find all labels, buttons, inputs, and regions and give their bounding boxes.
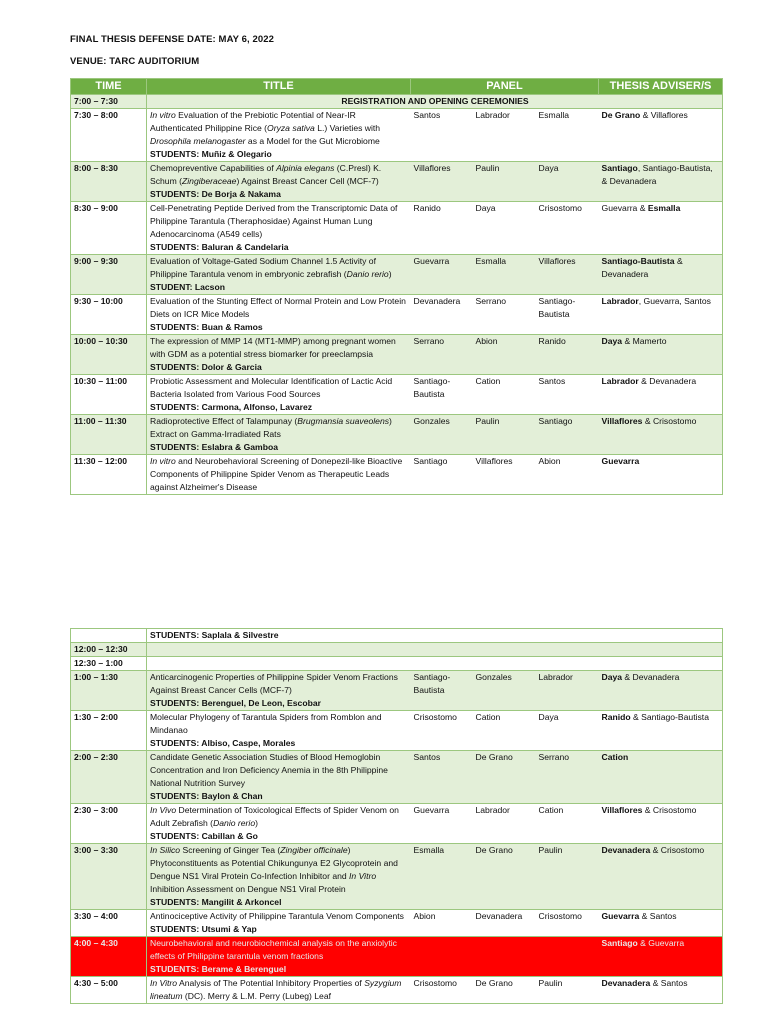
time-cell: 2:30 – 3:00 — [71, 804, 147, 844]
students-label: STUDENTS: Saplala & Silvestre — [150, 630, 279, 640]
text-run: Ranido — [601, 712, 631, 722]
text-run: Santiago — [601, 938, 638, 948]
panel-member-3: Crisostomo — [536, 910, 599, 937]
adviser-cell — [599, 629, 723, 643]
title-cell — [147, 455, 411, 495]
text-run: In Silico — [150, 845, 181, 855]
text-run: Chemopreventive Capabilities of — [150, 163, 277, 173]
adviser-cell — [599, 977, 723, 1004]
panel-member-3: Daya — [536, 711, 599, 751]
thesis-title — [150, 256, 392, 279]
thesis-title — [150, 203, 397, 239]
text-run: In Vitro — [150, 978, 178, 988]
panel-member-1: Santiago — [411, 455, 473, 495]
text-run: Villaflores — [601, 805, 643, 815]
text-run: (DC). Merry & L.M. Perry (Lubeg) Leaf — [182, 991, 332, 1001]
time-cell: 8:30 – 9:00 — [71, 202, 147, 255]
schedule-table-morning — [70, 78, 723, 495]
defense-date: FINAL THESIS DEFENSE DATE: MAY 6, 2022 — [70, 34, 275, 45]
text-run: , Guevarra, Santos — [638, 296, 711, 306]
panel-member-2: De Grano — [473, 977, 536, 1004]
text-run: ) Against Breast Cancer Cell (MCF-7) — [236, 176, 379, 186]
panel-member-1 — [411, 657, 473, 671]
panel-member-1: Santiago-Bautista — [411, 375, 473, 415]
text-run: Probiotic Assessment and Molecular Identification of Lactic Acid Bacteria Isolated from Various Food Sources — [150, 376, 393, 399]
adviser-cell — [599, 109, 723, 162]
panel-member-3: Santos — [536, 375, 599, 415]
panel-member-2: Devanadera — [473, 910, 536, 937]
panel-member-1: Abion — [411, 910, 473, 937]
panel-member-1: Guevarra — [411, 255, 473, 295]
panel-member-2 — [473, 629, 536, 643]
adviser-cell — [599, 375, 723, 415]
adviser-cell — [599, 910, 723, 937]
time-cell: 11:00 – 11:30 — [71, 415, 147, 455]
thesis-title — [150, 163, 381, 186]
venue: VENUE: TARC AUDITORIUM — [70, 56, 200, 67]
panel-member-3 — [536, 657, 599, 671]
table-row — [71, 804, 723, 844]
panel-member-2: Gonzales — [473, 671, 536, 711]
panel-member-2: Cation — [473, 375, 536, 415]
text-run: In vitro — [150, 456, 176, 466]
text-run: Evaluation of the Prebiotic Potential of Near-IR Authenticated Philippine Rice ( — [150, 110, 356, 133]
text-run: Zingiberaceae — [182, 176, 237, 186]
panel-member-2: Paulin — [473, 162, 536, 202]
table-row — [71, 671, 723, 711]
text-run: Daya — [601, 672, 623, 682]
thesis-title — [150, 805, 399, 828]
text-run: Neurobehavioral and neurobiochemical analysis on the anxiolytic effects of Philippine tarantula venom fractions — [150, 938, 397, 961]
panel-member-3: Daya — [536, 162, 599, 202]
panel-member-1: Crisostomo — [411, 977, 473, 1004]
text-run: Guevarra & — [601, 203, 648, 213]
text-run: Molecular Phylogeny of Tarantula Spiders from Romblon and Mindanao — [150, 712, 382, 735]
text-run: Santiago-Bautista — [601, 256, 675, 266]
students-label: STUDENTS: Buan & Ramos — [150, 322, 263, 332]
text-run: ) — [255, 818, 258, 828]
panel-member-2: Labrador — [473, 109, 536, 162]
time-cell: 8:00 – 8:30 — [71, 162, 147, 202]
time-cell: 3:30 – 4:00 — [71, 910, 147, 937]
text-run: & Santos — [639, 911, 677, 921]
panel-member-2: Paulin — [473, 415, 536, 455]
text-run: ) Phytoconstituents as Potential Chikungunya E2 Glycoprotein and Dengue NS1 Viral Protein Co-Infection Inhibitor and — [150, 845, 398, 881]
text-run: In vitro — [150, 110, 176, 120]
text-run: (C.Presl) K. Schum ( — [150, 163, 382, 186]
panel-member-1: Serrano — [411, 335, 473, 375]
title-cell — [147, 375, 411, 415]
time-cell: 7:30 – 8:00 — [71, 109, 147, 162]
students-label: STUDENTS: Berame & Berenguel — [150, 964, 287, 974]
table-row — [71, 335, 723, 375]
text-run: Daya — [601, 336, 623, 346]
text-run: & Santos — [650, 978, 688, 988]
session-banner: REGISTRATION AND OPENING CEREMONIES — [147, 95, 723, 109]
text-run: & Crisostomo — [642, 416, 697, 426]
panel-member-1: Villaflores — [411, 162, 473, 202]
title-cell — [147, 977, 411, 1004]
panel-member-1: Esmalla — [411, 844, 473, 910]
panel-member-1: Gonzales — [411, 415, 473, 455]
title-cell — [147, 109, 411, 162]
students-label: STUDENTS: Baylon & Chan — [150, 791, 263, 801]
thesis-title — [150, 296, 406, 319]
text-run: as a Model for the Gut Microbiome — [245, 136, 380, 146]
panel-member-1 — [411, 629, 473, 643]
students-label: STUDENTS: De Borja & Nakama — [150, 189, 281, 199]
text-run: Devanadera — [601, 845, 651, 855]
panel-member-1: Crisostomo — [411, 711, 473, 751]
time-cell: 9:00 – 9:30 — [71, 255, 147, 295]
col-adviser-header: THESIS ADVISER/S — [599, 79, 723, 95]
panel-member-3: Ranido — [536, 335, 599, 375]
time-cell: 11:30 – 12:00 — [71, 455, 147, 495]
text-run: Analysis of The Potential Inhibitory Properties of — [177, 978, 365, 988]
title-cell — [147, 751, 411, 804]
table-header-row — [71, 79, 723, 95]
text-run: Evaluation of Voltage-Gated Sodium Channel 1.5 Activity of Philippine Tarantula venom in embryonic zebrafish ( — [150, 256, 376, 279]
table-row — [71, 751, 723, 804]
panel-member-1: Ranido — [411, 202, 473, 255]
panel-member-3: Paulin — [536, 844, 599, 910]
text-run: Guevarra — [601, 456, 640, 466]
text-run: Radioprotective Effect of Talampunay ( — [150, 416, 298, 426]
text-run: & Guevarra — [637, 938, 685, 948]
table-row — [71, 629, 723, 643]
panel-member-2 — [473, 937, 536, 977]
adviser-cell — [599, 751, 723, 804]
title-cell — [147, 671, 411, 711]
thesis-title — [150, 416, 392, 439]
adviser-cell — [599, 202, 723, 255]
students-label: STUDENTS: Carmona, Alfonso, Lavarez — [150, 402, 313, 412]
table-row — [71, 977, 723, 1004]
title-cell — [147, 711, 411, 751]
panel-member-2: Villaflores — [473, 455, 536, 495]
students-label: STUDENTS: Baluran & Candelaria — [150, 242, 289, 252]
adviser-cell — [599, 643, 723, 657]
time-cell: 1:30 – 2:00 — [71, 711, 147, 751]
panel-member-1 — [411, 937, 473, 977]
time-cell — [71, 629, 147, 643]
thesis-title — [150, 978, 401, 1001]
text-run: In Vitro — [349, 871, 377, 881]
text-run: Devanadera — [601, 978, 651, 988]
title-cell — [147, 255, 411, 295]
panel-member-2: Esmalla — [473, 255, 536, 295]
panel-member-3 — [536, 629, 599, 643]
time-cell: 10:30 – 11:00 — [71, 375, 147, 415]
text-run: & Devanadera — [601, 256, 683, 279]
table-row — [71, 375, 723, 415]
adviser-cell — [599, 711, 723, 751]
panel-member-3: Cation — [536, 804, 599, 844]
panel-member-1 — [411, 643, 473, 657]
table-row — [71, 937, 723, 977]
panel-member-2: Labrador — [473, 804, 536, 844]
panel-member-2: Daya — [473, 202, 536, 255]
students-label: STUDENTS: Albiso, Caspe, Morales — [150, 738, 296, 748]
table-row — [71, 711, 723, 751]
thesis-title — [150, 110, 380, 146]
text-run: Labrador — [601, 376, 639, 386]
adviser-cell — [599, 162, 723, 202]
title-cell — [147, 910, 411, 937]
panel-member-3 — [536, 937, 599, 977]
text-run: & Devanadera — [622, 672, 680, 682]
adviser-cell — [599, 804, 723, 844]
text-run: Antinociceptive Activity of Philippine Tarantula Venom Components — [150, 911, 404, 921]
title-cell — [147, 415, 411, 455]
table-row — [71, 643, 723, 657]
thesis-title — [150, 845, 398, 894]
thesis-title — [150, 456, 402, 492]
thesis-title — [150, 336, 396, 359]
time-cell: 7:00 – 7:30 — [71, 95, 147, 109]
text-run: Candidate Genetic Association Studies of Blood Hemoglobin Concentration and Iron Deficiency Anemia in the 8th Philippine National Nutrition Survey — [150, 752, 388, 788]
panel-member-1: Guevarra — [411, 804, 473, 844]
text-run: Guevarra — [601, 911, 640, 921]
time-cell: 9:30 – 10:00 — [71, 295, 147, 335]
title-cell — [147, 657, 411, 671]
time-cell: 10:00 – 10:30 — [71, 335, 147, 375]
title-cell — [147, 804, 411, 844]
text-run: & Villaflores — [640, 110, 688, 120]
adviser-cell — [599, 657, 723, 671]
schedule-table-afternoon — [70, 628, 723, 1004]
table-row — [71, 109, 723, 162]
text-run: Screening of Ginger Tea ( — [180, 845, 281, 855]
title-cell — [147, 643, 411, 657]
adviser-cell — [599, 671, 723, 711]
table-row — [71, 255, 723, 295]
table-row — [71, 455, 723, 495]
text-run: , Santiago-Bautista, & Devanadera — [601, 163, 713, 186]
text-run: Zingiber officinale — [280, 845, 348, 855]
panel-member-2 — [473, 643, 536, 657]
panel-member-3: Santiago-Bautista — [536, 295, 599, 335]
text-run: and Neurobehavioral Screening of Donepezil-like Bioactive Components of Philippine Spider Venom as Therapeutic Leads against Alzheimer's Disease — [150, 456, 403, 492]
text-run: Syzygium lineatum — [150, 978, 402, 1001]
panel-member-3: Paulin — [536, 977, 599, 1004]
text-run: ) Extract on Gamma-Irradiated Rats — [150, 416, 392, 439]
time-cell: 1:00 – 1:30 — [71, 671, 147, 711]
table-row — [71, 95, 723, 109]
panel-member-2: Cation — [473, 711, 536, 751]
students-label: STUDENTS: Berenguel, De Leon, Escobar — [150, 698, 321, 708]
table-row — [71, 295, 723, 335]
title-cell — [147, 295, 411, 335]
thesis-title — [150, 376, 392, 399]
students-label: STUDENTS: Mangilit & Arkoncel — [150, 897, 282, 907]
text-run: Villaflores — [601, 416, 643, 426]
text-run: Oryza sativa — [267, 123, 315, 133]
students-label: STUDENTS: Muñiz & Olegario — [150, 149, 272, 159]
title-cell — [147, 937, 411, 977]
adviser-cell — [599, 937, 723, 977]
col-time-header: TIME — [71, 79, 147, 95]
text-run: Santiago — [601, 163, 638, 173]
adviser-cell — [599, 255, 723, 295]
adviser-cell — [599, 844, 723, 910]
text-run: & Crisostomo — [650, 845, 705, 855]
panel-member-2 — [473, 657, 536, 671]
thesis-title — [150, 911, 404, 921]
table-row — [71, 415, 723, 455]
adviser-cell — [599, 455, 723, 495]
panel-member-2: Serrano — [473, 295, 536, 335]
time-cell: 12:30 – 1:00 — [71, 657, 147, 671]
title-cell — [147, 629, 411, 643]
time-cell: 4:00 – 4:30 — [71, 937, 147, 977]
col-title-header: TITLE — [147, 79, 411, 95]
text-run: Cation — [601, 752, 629, 762]
panel-member-1: Santiago-Bautista — [411, 671, 473, 711]
table-row — [71, 202, 723, 255]
time-cell: 4:30 – 5:00 — [71, 977, 147, 1004]
time-cell: 3:00 – 3:30 — [71, 844, 147, 910]
text-run: Alpinia elegans — [276, 163, 335, 173]
text-run: Drosophila melanogaster — [150, 136, 246, 146]
table-row — [71, 162, 723, 202]
text-run: Labrador — [601, 296, 639, 306]
title-cell — [147, 844, 411, 910]
thesis-title — [150, 752, 388, 788]
panel-member-3: Crisostomo — [536, 202, 599, 255]
panel-member-3: Abion — [536, 455, 599, 495]
text-run: The expression of MMP 14 (MT1-MMP) among pregnant women with GDM as a potential stress biomarker for preeclampsia — [150, 336, 396, 359]
text-run: Determination of Toxicological Effects of Spider Venom on Adult Zebrafish ( — [150, 805, 399, 828]
text-run: Inhibition Assessment on Dengue NS1 Viral Protein — [150, 884, 346, 894]
thesis-title — [150, 938, 397, 961]
text-run: Danio rerio — [346, 269, 389, 279]
panel-member-2: De Grano — [473, 844, 536, 910]
table-row — [71, 657, 723, 671]
panel-member-3: Santiago — [536, 415, 599, 455]
panel-member-3 — [536, 643, 599, 657]
adviser-cell — [599, 415, 723, 455]
text-run: & Crisostomo — [642, 805, 697, 815]
adviser-cell — [599, 335, 723, 375]
text-run: ) — [388, 269, 392, 279]
text-run: Evaluation of the Stunting Effect of Normal Protein and Low Protein Diets on ICR Mice Models — [150, 296, 406, 319]
panel-member-1: Santos — [411, 751, 473, 804]
panel-member-2: Abion — [473, 335, 536, 375]
panel-member-3: Serrano — [536, 751, 599, 804]
text-run: & Santiago-Bautista — [630, 712, 709, 722]
panel-member-3: Villaflores — [536, 255, 599, 295]
panel-member-3: Labrador — [536, 671, 599, 711]
thesis-title — [150, 712, 382, 735]
panel-member-2: De Grano — [473, 751, 536, 804]
students-label: STUDENTS: Utsumi & Yap — [150, 924, 257, 934]
text-run: Brugmansia suaveolens — [297, 416, 390, 426]
thesis-title — [150, 672, 398, 695]
text-run: L.) Varieties with — [314, 123, 381, 133]
text-run: & Mamerto — [622, 336, 667, 346]
time-cell: 12:00 – 12:30 — [71, 643, 147, 657]
text-run: Anticarcinogenic Properties of Philippine Spider Venom Fractions Against Breast Cancer Cells (MCF-7) — [150, 672, 398, 695]
title-cell — [147, 162, 411, 202]
title-cell — [147, 335, 411, 375]
text-run: In Vivo — [150, 805, 177, 815]
table-row — [71, 910, 723, 937]
panel-member-1: Santos — [411, 109, 473, 162]
students-label: STUDENTS: Cabillan & Go — [150, 831, 258, 841]
text-run: De Grano — [601, 110, 641, 120]
adviser-cell — [599, 295, 723, 335]
students-label: STUDENTS: Dolor & Garcia — [150, 362, 262, 372]
table-row — [71, 844, 723, 910]
students-label: STUDENT: Lacson — [150, 282, 225, 292]
text-run: Danio rerio — [213, 818, 256, 828]
panel-member-3: Esmalla — [536, 109, 599, 162]
text-run: Esmalla — [647, 203, 681, 213]
panel-member-1: Devanadera — [411, 295, 473, 335]
students-label: STUDENTS: Eslabra & Gamboa — [150, 442, 278, 452]
title-cell — [147, 202, 411, 255]
text-run: Cell-Penetrating Peptide Derived from the Transcriptomic Data of Philippine Tarantula (Theraphosidae) Against Human Lung Adenocarcinoma (A549 cells) — [150, 203, 398, 239]
col-panel-header: PANEL — [411, 79, 599, 95]
time-cell: 2:00 – 2:30 — [71, 751, 147, 804]
text-run: & Devanadera — [638, 376, 697, 386]
